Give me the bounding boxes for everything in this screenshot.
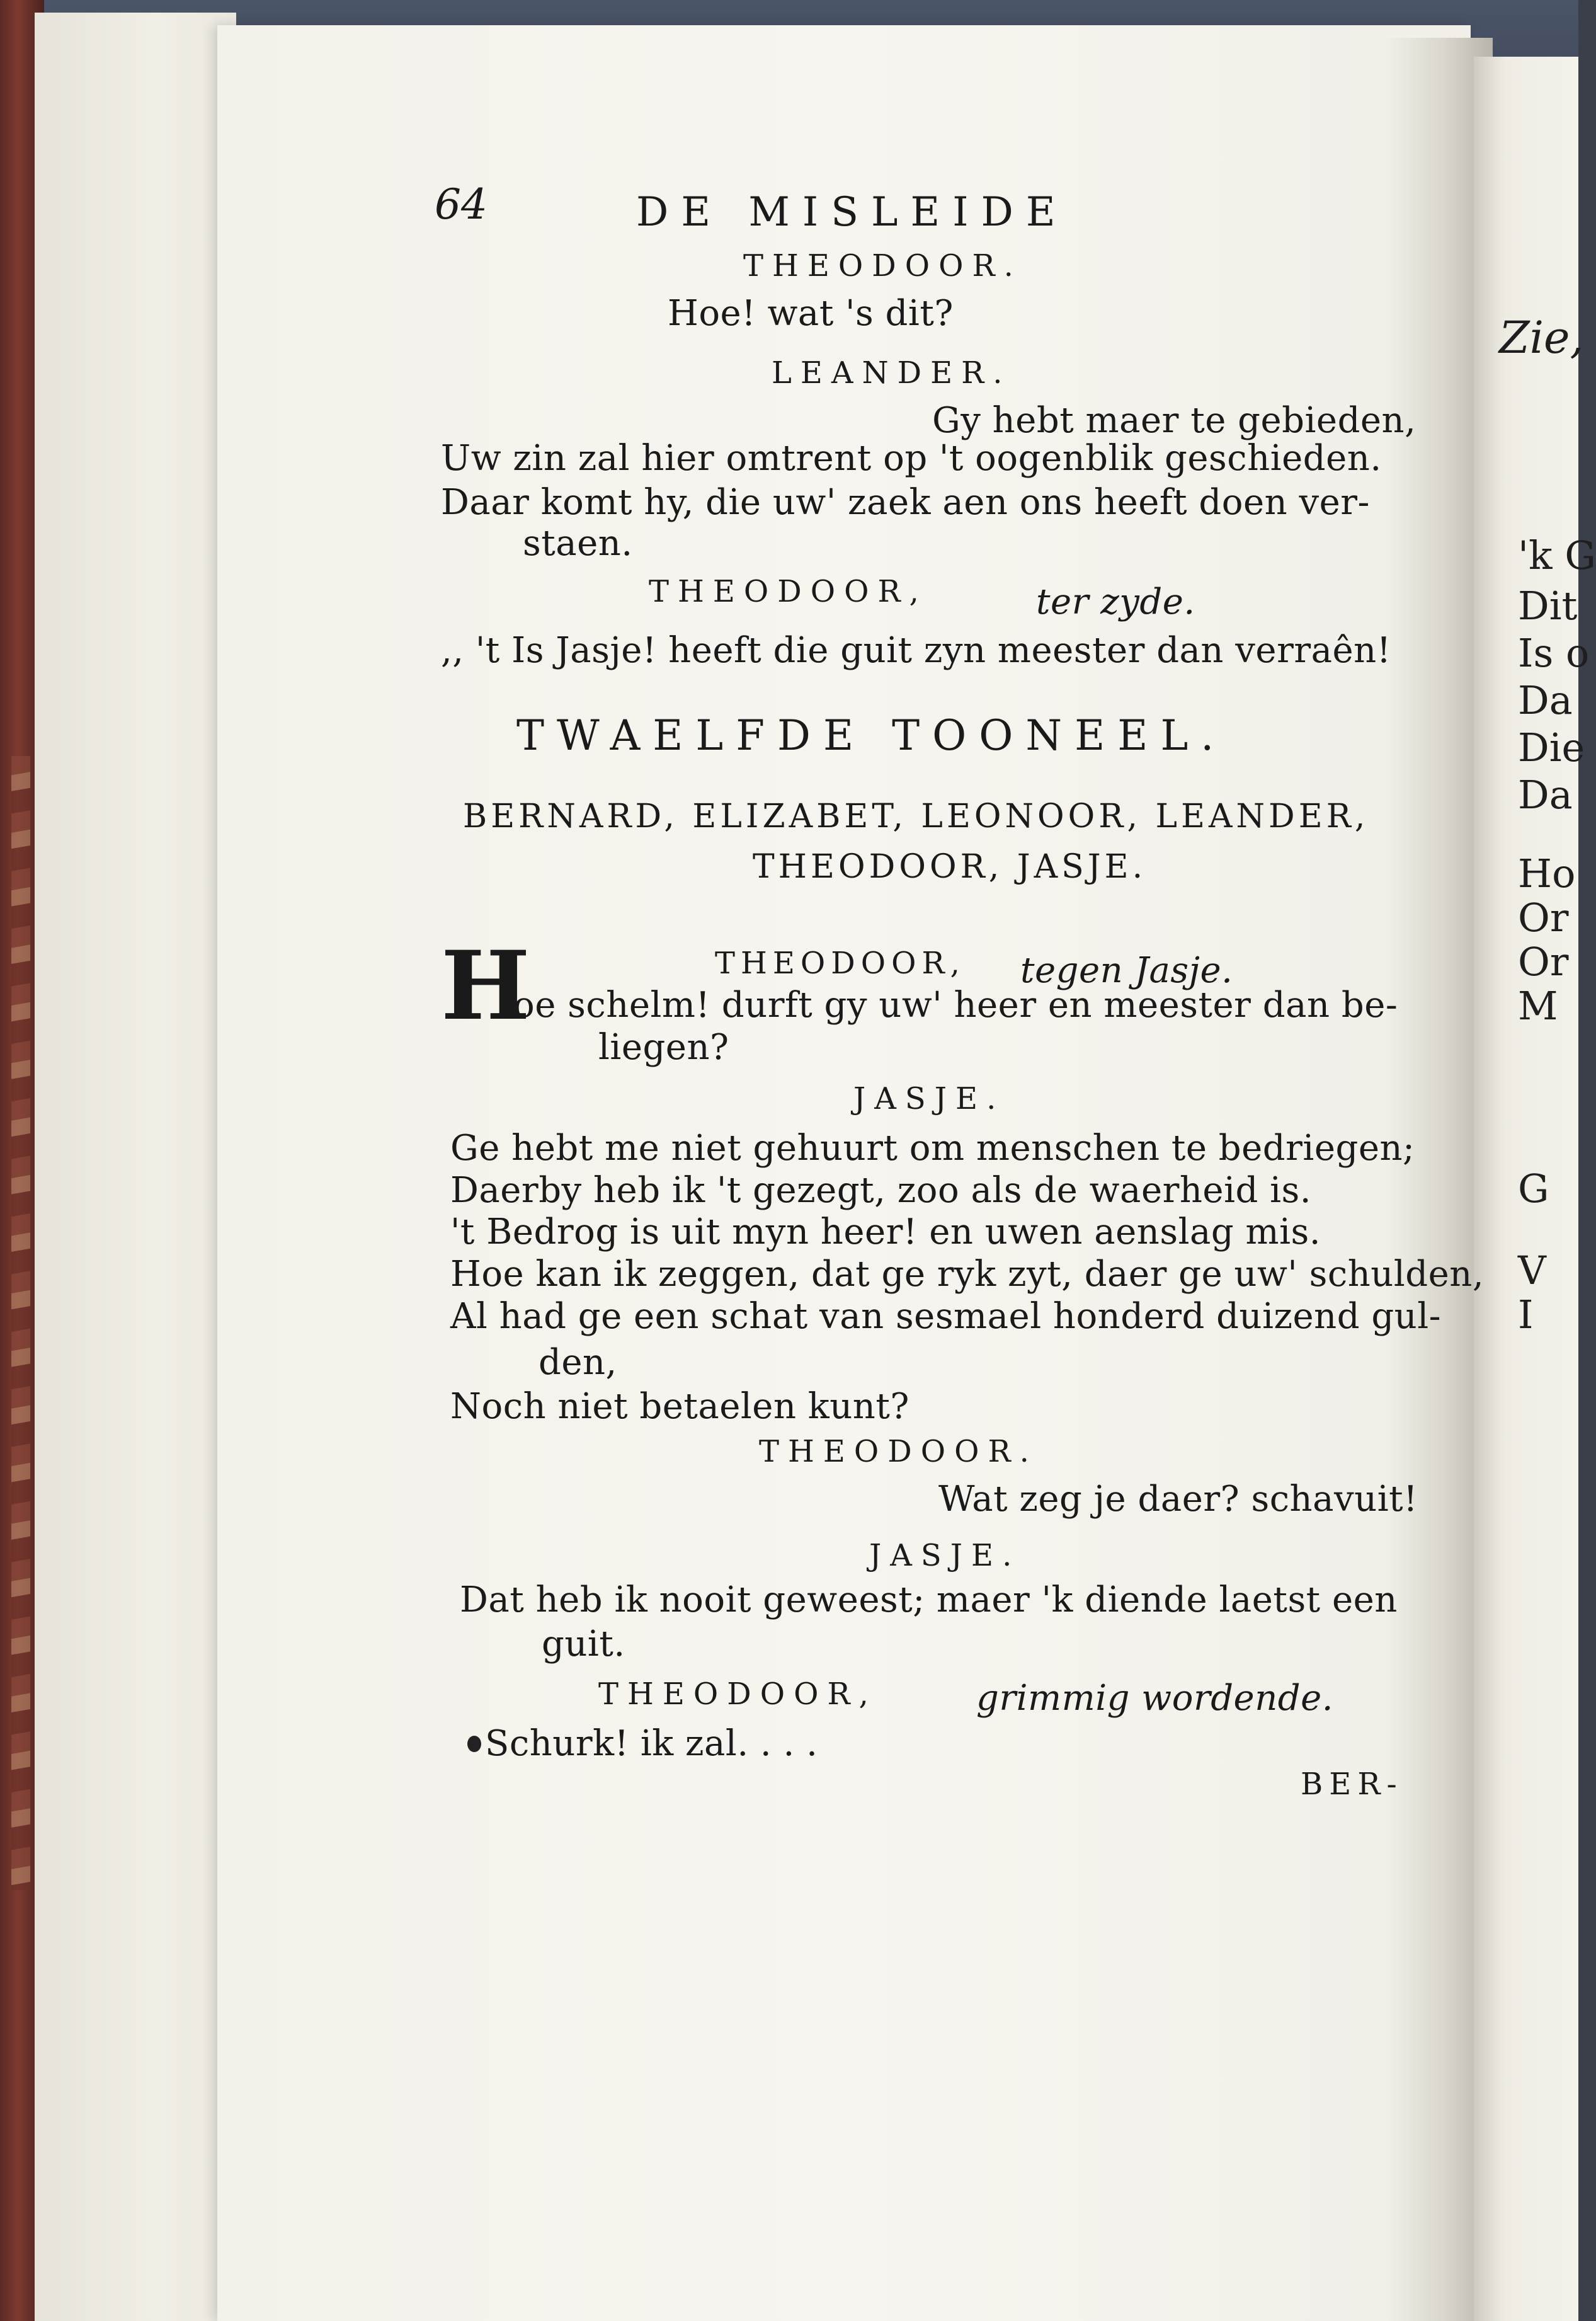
drop-cap-initial: H: [441, 931, 530, 1041]
facing-fragment: Da: [1518, 772, 1573, 818]
facing-fragment: Dit: [1518, 583, 1578, 629]
facing-fragment: G: [1518, 1166, 1549, 1212]
speaker-name: THEODOOR,: [649, 574, 928, 609]
facing-page-left-margin: [35, 13, 236, 2321]
facing-fragment: M: [1518, 983, 1558, 1029]
verse-line: ,, 't Is Jasje! heeft die guit zyn meester dan verraên!: [441, 630, 1391, 671]
speaker-name: THEODOOR,: [715, 946, 966, 981]
verse-line: 't Bedrog is uit myn heer! en uwen aenslag mis.: [450, 1212, 1321, 1252]
verse-line: Uw zin zal hier omtrent op 't oogenblik geschieden.: [441, 438, 1382, 479]
print-marker: [467, 1736, 481, 1752]
facing-header-fragment: Zie,: [1499, 312, 1584, 364]
stage-direction: grimmig wordende.: [976, 1678, 1334, 1719]
stage-direction: ter zyde.: [1036, 582, 1195, 622]
running-title: DE MISLEIDE: [636, 189, 1068, 236]
verse-line: Noch niet betaelen kunt?: [450, 1386, 909, 1427]
facing-fragment: Is o: [1518, 630, 1590, 676]
speaker-name: JASJE.: [869, 1538, 1021, 1573]
speaker-name: JASJE.: [853, 1081, 1005, 1116]
verse-line: oe schelm! durft gy uw' heer en meester dan be-: [513, 985, 1398, 1026]
verse-line: guit.: [542, 1624, 625, 1665]
cast-list: THEODOOR, JASJE.: [753, 848, 1147, 886]
verse-line: Dat heb ik nooit geweest; maer 'k diende laetst een: [460, 1579, 1398, 1620]
facing-fragment: 'k G: [1518, 532, 1596, 578]
facing-page-right: [1474, 57, 1596, 2321]
facing-fragment: Die: [1518, 725, 1585, 771]
page-number: 64: [435, 180, 487, 229]
verse-line: Hoe! wat 's dit?: [668, 293, 954, 334]
cast-list: BERNARD, ELIZABET, LEONOOR, LEANDER,: [463, 798, 1369, 835]
verse-line: den,: [539, 1342, 617, 1383]
speaker-name: THEODOOR.: [759, 1434, 1038, 1469]
speaker-name: THEODOOR.: [743, 248, 1022, 284]
facing-fragment: V: [1518, 1247, 1546, 1293]
stage-direction: tegen Jasje.: [1020, 950, 1233, 991]
catchword: BER-: [1301, 1767, 1403, 1802]
speaker-name: LEANDER.: [772, 355, 1012, 391]
verse-line: Wat zeg je daer? schavuit!: [938, 1479, 1418, 1520]
facing-fragment: Or: [1518, 939, 1569, 985]
verse-line: Daar komt hy, die uw' zaek aen ons heeft doen ver-: [441, 482, 1370, 523]
verse-line: Gy hebt maer te gebieden,: [932, 400, 1416, 441]
facing-fragment: Ho: [1518, 851, 1576, 897]
speaker-name: THEODOOR,: [598, 1676, 877, 1712]
verse-line: liegen?: [598, 1027, 729, 1068]
verse-line: Ge hebt me niet gehuurt om menschen te bedriegen;: [450, 1128, 1415, 1169]
facing-fragment: Da: [1518, 677, 1573, 723]
facing-fragment: Or: [1518, 895, 1569, 941]
verse-line: Al had ge een schat van sesmael honderd duizend gul-: [450, 1296, 1442, 1337]
scene-title: TWAELFDE TOONEEL.: [516, 711, 1227, 760]
verse-line: staen.: [523, 523, 633, 564]
verse-line: Hoe kan ik zeggen, dat ge ryk zyt, daer ge uw' schulden,: [450, 1254, 1485, 1295]
verse-line: Schurk! ik zal. . . .: [485, 1723, 818, 1764]
verse-line: Daerby heb ik 't gezegt, zoo als de waerheid is.: [450, 1170, 1312, 1211]
facing-fragment: I: [1518, 1292, 1534, 1338]
